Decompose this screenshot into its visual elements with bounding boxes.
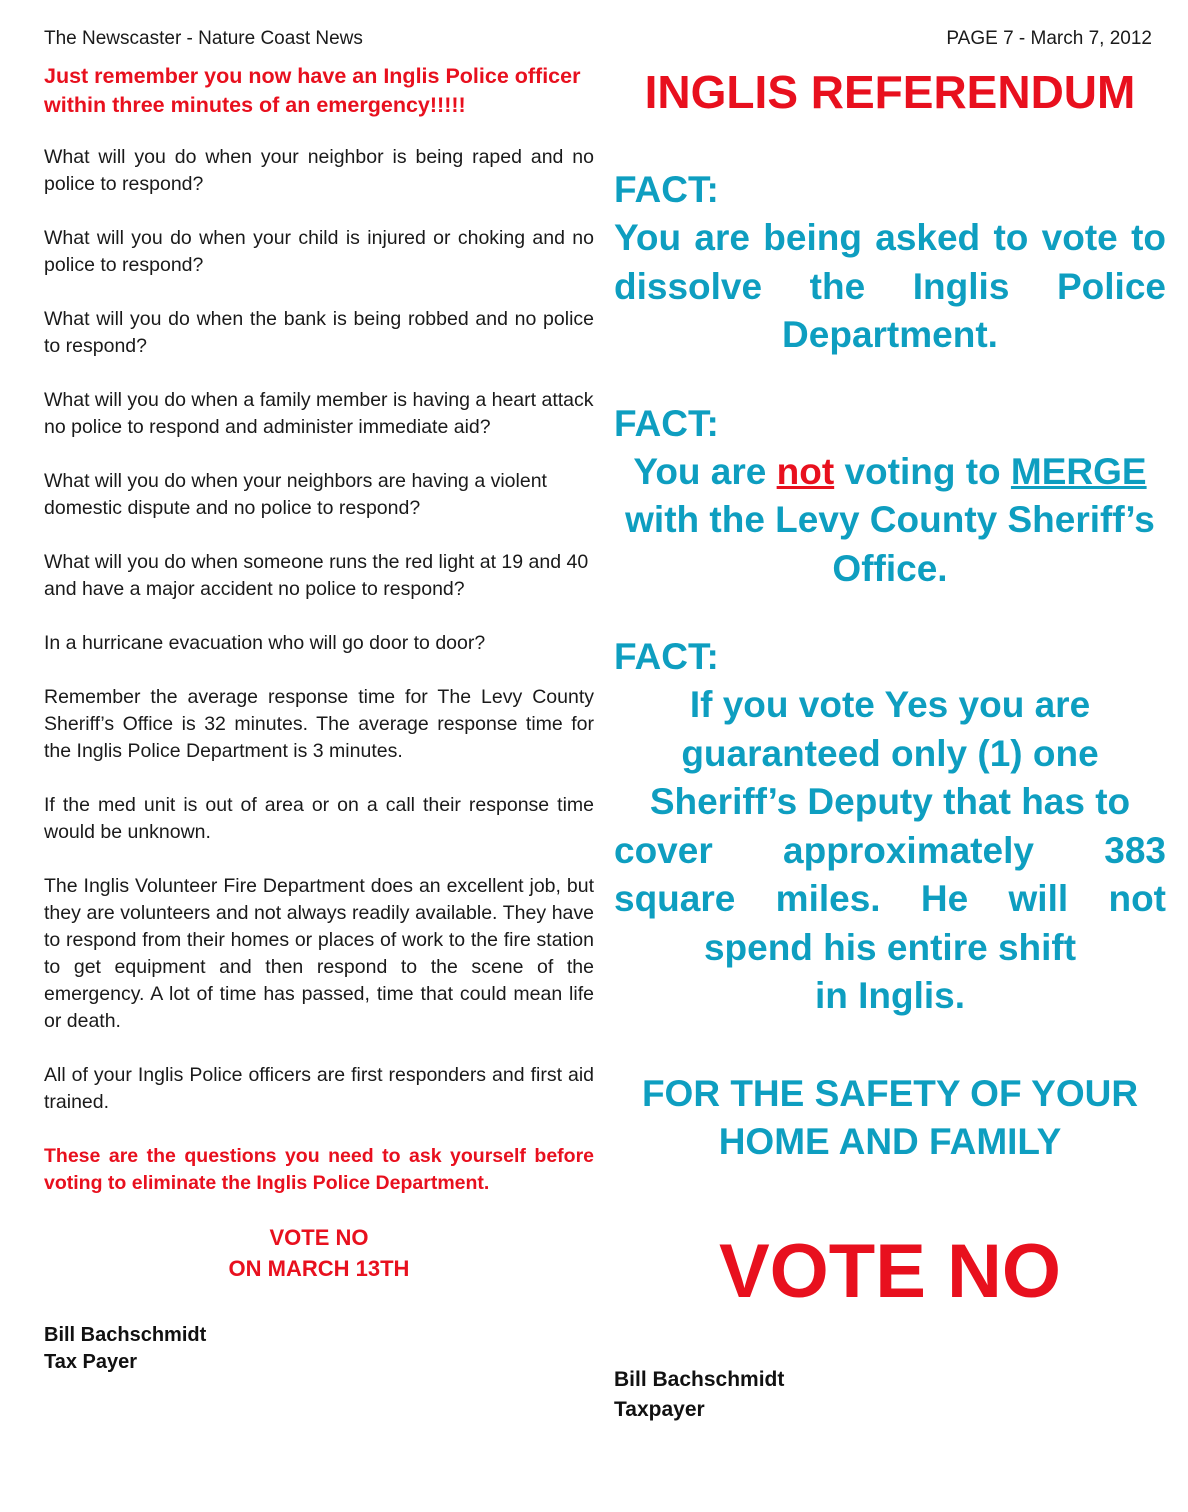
fact-label: FACT: bbox=[614, 636, 719, 677]
question-paragraph: What will you do when your child is injured or choking and no police to respond? bbox=[44, 227, 594, 276]
fact-label: FACT: bbox=[614, 402, 719, 444]
vote-no-date bbox=[44, 1222, 594, 1284]
question-paragraph: What will you do when someone runs the red light at 19 and 40 and have a major accident no police to respond? bbox=[44, 551, 589, 600]
question-paragraph: In a hurricane evacuation who will go door to door? bbox=[44, 632, 486, 654]
question-paragraph: What will you do when the bank is being robbed and no police to respond? bbox=[44, 308, 594, 357]
fact-text-part: You are bbox=[633, 450, 777, 492]
page-header bbox=[44, 28, 1152, 50]
safety-slogan: FOR THE SAFETY OF YOUR HOME AND FAMILY bbox=[641, 1072, 1139, 1162]
intro-callout: Just remember you now have an Inglis Police officer within three minutes of an emergency!!!!! bbox=[44, 64, 581, 117]
signature-name: Bill Bachschmidt bbox=[44, 1324, 207, 1346]
fact-text-merge bbox=[614, 448, 1166, 594]
signature-title: Tax Payer bbox=[44, 1351, 138, 1373]
question-paragraph: What will you do when your neighbors are having a violent domestic dispute and no police to respond? bbox=[44, 470, 547, 519]
left-signature bbox=[44, 1322, 594, 1376]
vote-no-line: VOTE NO bbox=[269, 1225, 369, 1250]
fact-text-dissolve: You are being asked to vote to dissolve the Inglis Police Department. bbox=[614, 217, 1166, 355]
question-paragraph: What will you do when your neighbor is being raped and no police to respond? bbox=[44, 146, 594, 195]
first-responders-paragraph: All of your Inglis Police officers are first responders and first aid trained. bbox=[44, 1064, 594, 1113]
fact-block-2 bbox=[614, 400, 1166, 594]
vote-no-headline: VOTE NO bbox=[718, 1228, 1062, 1314]
fact-text-deputy-d: in Inglis. bbox=[814, 975, 966, 1016]
fact-text-deputy-c: spend his entire shift bbox=[703, 926, 1077, 968]
question-paragraph: What will you do when a family member is having a heart attack no police to respond and administer immediate aid? bbox=[44, 389, 594, 438]
right-column bbox=[614, 62, 1166, 1425]
left-column bbox=[44, 62, 594, 1376]
vote-date-line: ON MARCH 13TH bbox=[228, 1256, 410, 1281]
emphasis-merge: MERGE bbox=[1010, 450, 1147, 492]
signature-name: Bill Bachschmidt bbox=[614, 1367, 785, 1391]
emphasis-not: not bbox=[776, 450, 835, 492]
page-date: PAGE 7 - March 7, 2012 bbox=[946, 28, 1152, 49]
fact-text-deputy-b: cover approximately 383 square miles. He will not bbox=[614, 829, 1166, 919]
fact-block-3 bbox=[614, 633, 1166, 1021]
publication-name: The Newscaster - Nature Coast News bbox=[44, 28, 363, 49]
response-time-paragraph: Remember the average response time for The Levy County Sheriff’s Office is 32 minutes. The average response time for the Inglis Police Department is 3 minutes. bbox=[44, 686, 594, 762]
right-signature bbox=[614, 1365, 1166, 1425]
referendum-title: INGLIS REFERENDUM bbox=[644, 66, 1136, 118]
fact-text-part: with the Levy County Sheriff’s Office. bbox=[625, 499, 1155, 589]
fact-block-1 bbox=[614, 166, 1166, 360]
signature-title: Taxpayer bbox=[614, 1397, 705, 1421]
closing-callout: These are the questions you need to ask yourself before voting to eliminate the Inglis Police Department. bbox=[44, 1145, 594, 1194]
fact-text-part: voting to bbox=[834, 450, 1011, 492]
fact-text-deputy-a: If you vote Yes you are guaranteed only (1) one Sheriff’s Deputy that has to bbox=[649, 684, 1131, 822]
fact-label: FACT: bbox=[614, 169, 719, 210]
fire-department-paragraph: The Inglis Volunteer Fire Department does an excellent job, but they are volunteers and not always readily available. They have to respond from their homes or places of work to the fire station to get equipment and then respond to the scene of the emergency. A lot of time has passed, time that could mean life or death. bbox=[44, 875, 594, 1032]
med-unit-paragraph: If the med unit is out of area or on a call their response time would be unknown. bbox=[44, 794, 594, 843]
